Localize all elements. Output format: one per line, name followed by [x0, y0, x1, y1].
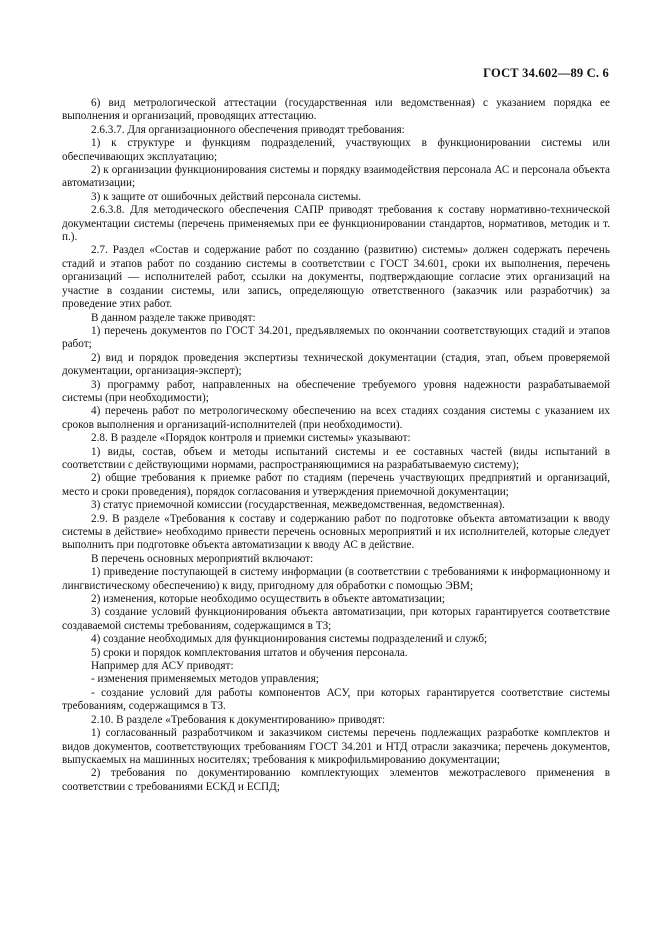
- running-header: ГОСТ 34.602—89 С. 6: [483, 66, 609, 80]
- paragraph: В данном разделе также приводят:: [91, 311, 256, 324]
- paragraph: 2) общие требования к приемке работ по стадиям (перечень участвующих предприятий и организаций, место и сроки проведения), порядок согласования и утверждения приемочной документации;: [62, 472, 610, 498]
- paragraph: - создание условий для работы компонентов АСУ, при которых гарантируется соответствие системы требованиям, содержащимся в ТЗ.: [62, 686, 610, 713]
- paragraph: 2) изменения, которые необходимо осуществить в объекте автоматизации;: [91, 593, 445, 606]
- paragraph: 4) перечень работ по метрологическому обеспечению на всех стадиях создания системы с указанием их сроков выполнения и организаций-исполнителей (при необходимости).: [62, 405, 610, 431]
- paragraph: 3) к защите от ошибочных действий персонала системы.: [91, 190, 362, 203]
- paragraph: 3) программу работ, направленных на обеспечение требуемого уровня надежности разрабатываемой системы (при необходимости);: [62, 378, 610, 404]
- paragraph: 2.6.3.7. Для организационного обеспечения приводят требования:: [91, 123, 405, 136]
- paragraph: 2) требования по документированию комплектующих элементов межотраслевого применения в соответствии с требованиями ЕСКД и ЕСПД;: [62, 767, 610, 793]
- paragraph: 6) вид метрологической аттестации (государственная или ведомственная) с указанием порядка ее выполнения и организаций, проводящих аттестацию.: [62, 97, 610, 123]
- paragraph: Например для АСУ приводят:: [91, 660, 234, 673]
- paragraph: 2) вид и порядок проведения экспертизы технической документации (стадия, этап, объем проверяемой документации, организация-эксперт);: [62, 351, 610, 378]
- paragraph: 2.10. В разделе «Требования к документированию» приводят:: [91, 713, 386, 726]
- paragraph: 2.9. В разделе «Требования к составу и содержанию работ по подготовке объекта автоматизации к вводу системы в действие» необходимо привести перечень основных мероприятий и их исполнителей, которые следует выполнить при подготовке объекта автоматизации к вводу АС в действие.: [62, 512, 610, 552]
- paragraph: 1) согласованный разработчиком и заказчиком системы перечень подлежащих разработке комплектов и видов документов, соответствующих требованиям ГОСТ 34.201 и НТД отрасли заказчика; перечень документов, выпускаемых на машинных носителях; требования к микрофильмированию документации;: [62, 727, 610, 766]
- paragraph: 3) создание условий функционирования объекта автоматизации, при которых гарантируется соответствие создаваемой системы требованиям, содержащимся в ТЗ;: [62, 606, 610, 632]
- body-text: [62, 97, 610, 794]
- paragraph: 4) создание необходимых для функционирования системы подразделений и служб;: [91, 633, 488, 646]
- paragraph: 2.8. В разделе «Порядок контроля и приемки системы» указывают:: [91, 432, 411, 445]
- paragraph: - изменения применяемых методов управления;: [91, 673, 319, 686]
- paragraph: 2.6.3.8. Для методического обеспечения САПР приводят требования к составу нормативно-технической документации системы (перечень применяемых при ее функционировании стандартов, нормативов, методик и т. п.).: [62, 204, 610, 244]
- paragraph: 1) к структуре и функциям подразделений, участвующих в функционировании системы или обеспечивающих эксплуатацию;: [62, 137, 610, 163]
- paragraph: 1) приведение поступающей в систему информации (в соответствии с требованиями к информационному и лингвистическому обеспечению) к виду, пригодному для обработки с помощью ЭВМ;: [62, 566, 610, 592]
- paragraph: 1) виды, состав, объем и методы испытаний системы и ее составных частей (виды испытаний в соответствии с действующими нормами, распространяющимися на разрабатываемую систему);: [62, 445, 610, 471]
- paragraph: 5) сроки и порядок комплектования штатов и обучения персонала.: [91, 646, 408, 659]
- paragraph: В перечень основных мероприятий включают:: [91, 552, 314, 565]
- paragraph: 1) перечень документов по ГОСТ 34.201, предъявляемых по окончании соответствующих стадий и этапов работ;: [62, 324, 610, 351]
- paragraph: 2) к организации функционирования системы и порядку взаимодействия персонала АС и персонала объекта автоматизации;: [62, 164, 610, 190]
- paragraph: 3) статус приемочной комиссии (государственная, межведомственная, ведомственная).: [91, 499, 505, 512]
- paragraph: 2.7. Раздел «Состав и содержание работ по созданию (развитию) системы» должен содержать перечень стадий и этапов работ по созданию системы в соответствии с ГОСТ 34.601, сроки их выполнения, перечень организаций — исполнителей работ, ссылки на документы, подтверждающие согласие этих организаций на участие в создании системы, или запись, определяющую ответственного (заказчик или разработчик) за проведение этих работ.: [62, 244, 610, 311]
